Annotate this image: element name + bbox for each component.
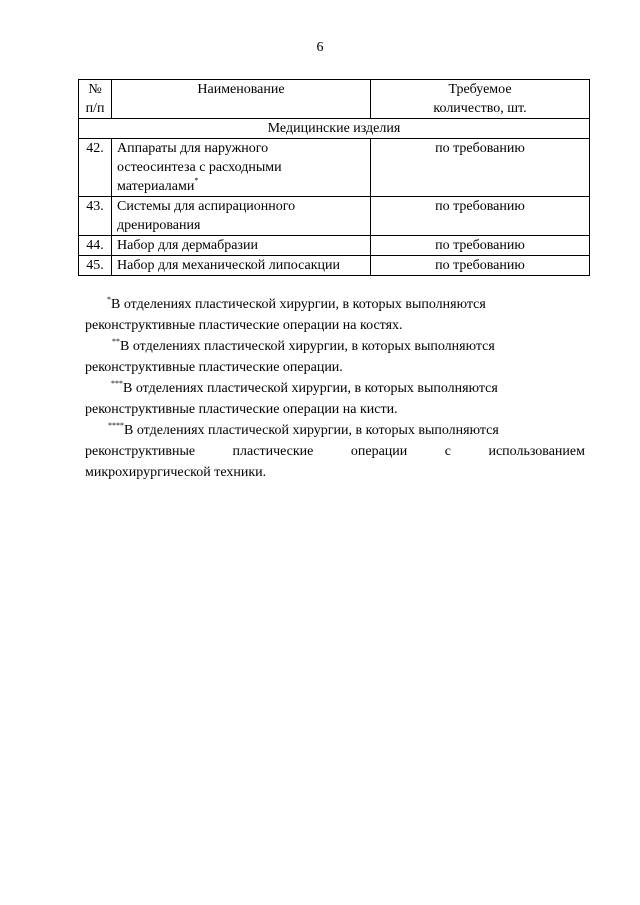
header-number-line2: п/п [85, 101, 105, 116]
row-number: 44. [79, 236, 112, 256]
footnote-mark: * [107, 295, 111, 304]
footnote-marker: * [194, 176, 199, 185]
row-number: 45. [79, 256, 112, 276]
header-quantity-line2: количество, шт. [433, 101, 527, 116]
row-name-text: материалами [117, 179, 195, 194]
footnote-1-line2: реконструктивные пластические операции на костях. [85, 318, 403, 333]
row-name-line: остеосинтеза с расходными [117, 160, 282, 175]
page-number: 6 [316, 40, 324, 55]
row-name: Набор для механической липосакции [112, 256, 371, 276]
table-row [79, 139, 590, 197]
table-header-row [79, 80, 590, 119]
footnote-2-line2: реконструктивные пластические операции. [85, 360, 343, 375]
row-number: 42. [79, 139, 112, 197]
row-quantity: по требованию [371, 197, 590, 236]
header-number-line1: № [88, 82, 102, 97]
footnote-mark: *** [111, 379, 123, 388]
row-quantity: по требованию [371, 139, 590, 197]
footnote-text: В отделениях пластической хирургии, в которых выполняются [120, 339, 495, 354]
footnote-3-line1 [85, 378, 585, 399]
header-quantity [371, 80, 590, 119]
row-name: Набор для дермабразии [112, 236, 371, 256]
footnote-2-line1 [85, 336, 585, 357]
row-number: 43. [79, 197, 112, 236]
row-name [112, 197, 371, 236]
footnotes [85, 294, 585, 483]
table-row [79, 197, 590, 236]
footnote-1-line1 [85, 294, 585, 315]
footnote-4-line2: реконструктивные пластические операции с использованием [85, 444, 585, 459]
header-name: Наименование [112, 80, 371, 119]
footnote-3-line2: реконструктивные пластические операции на кисти. [85, 402, 398, 417]
footnote-4-line3: микрохирургической техники. [85, 465, 267, 480]
section-title: Медицинские изделия [79, 119, 590, 139]
footnote-mark: ** [112, 337, 120, 346]
footnote-mark: **** [108, 421, 124, 430]
row-name [112, 139, 371, 197]
header-quantity-line1: Требуемое [448, 82, 512, 97]
table-row [79, 236, 590, 256]
footnote-text: В отделениях пластической хирургии, в которых выполняются [124, 423, 499, 438]
table-row [79, 256, 590, 276]
row-quantity: по требованию [371, 236, 590, 256]
equipment-table [78, 79, 590, 276]
row-quantity: по требованию [371, 256, 590, 276]
section-row [79, 119, 590, 139]
footnote-text: В отделениях пластической хирургии, в которых выполняются [111, 297, 486, 312]
footnote-text: В отделениях пластической хирургии, в которых выполняются [123, 381, 498, 396]
row-name-line [117, 177, 365, 196]
row-name-line: Аппараты для наружного [117, 141, 269, 156]
row-name-line: Системы для аспирационного [117, 199, 296, 214]
row-name-line: дренирования [117, 218, 201, 233]
footnote-4-line1 [85, 420, 585, 441]
header-number [79, 80, 112, 119]
